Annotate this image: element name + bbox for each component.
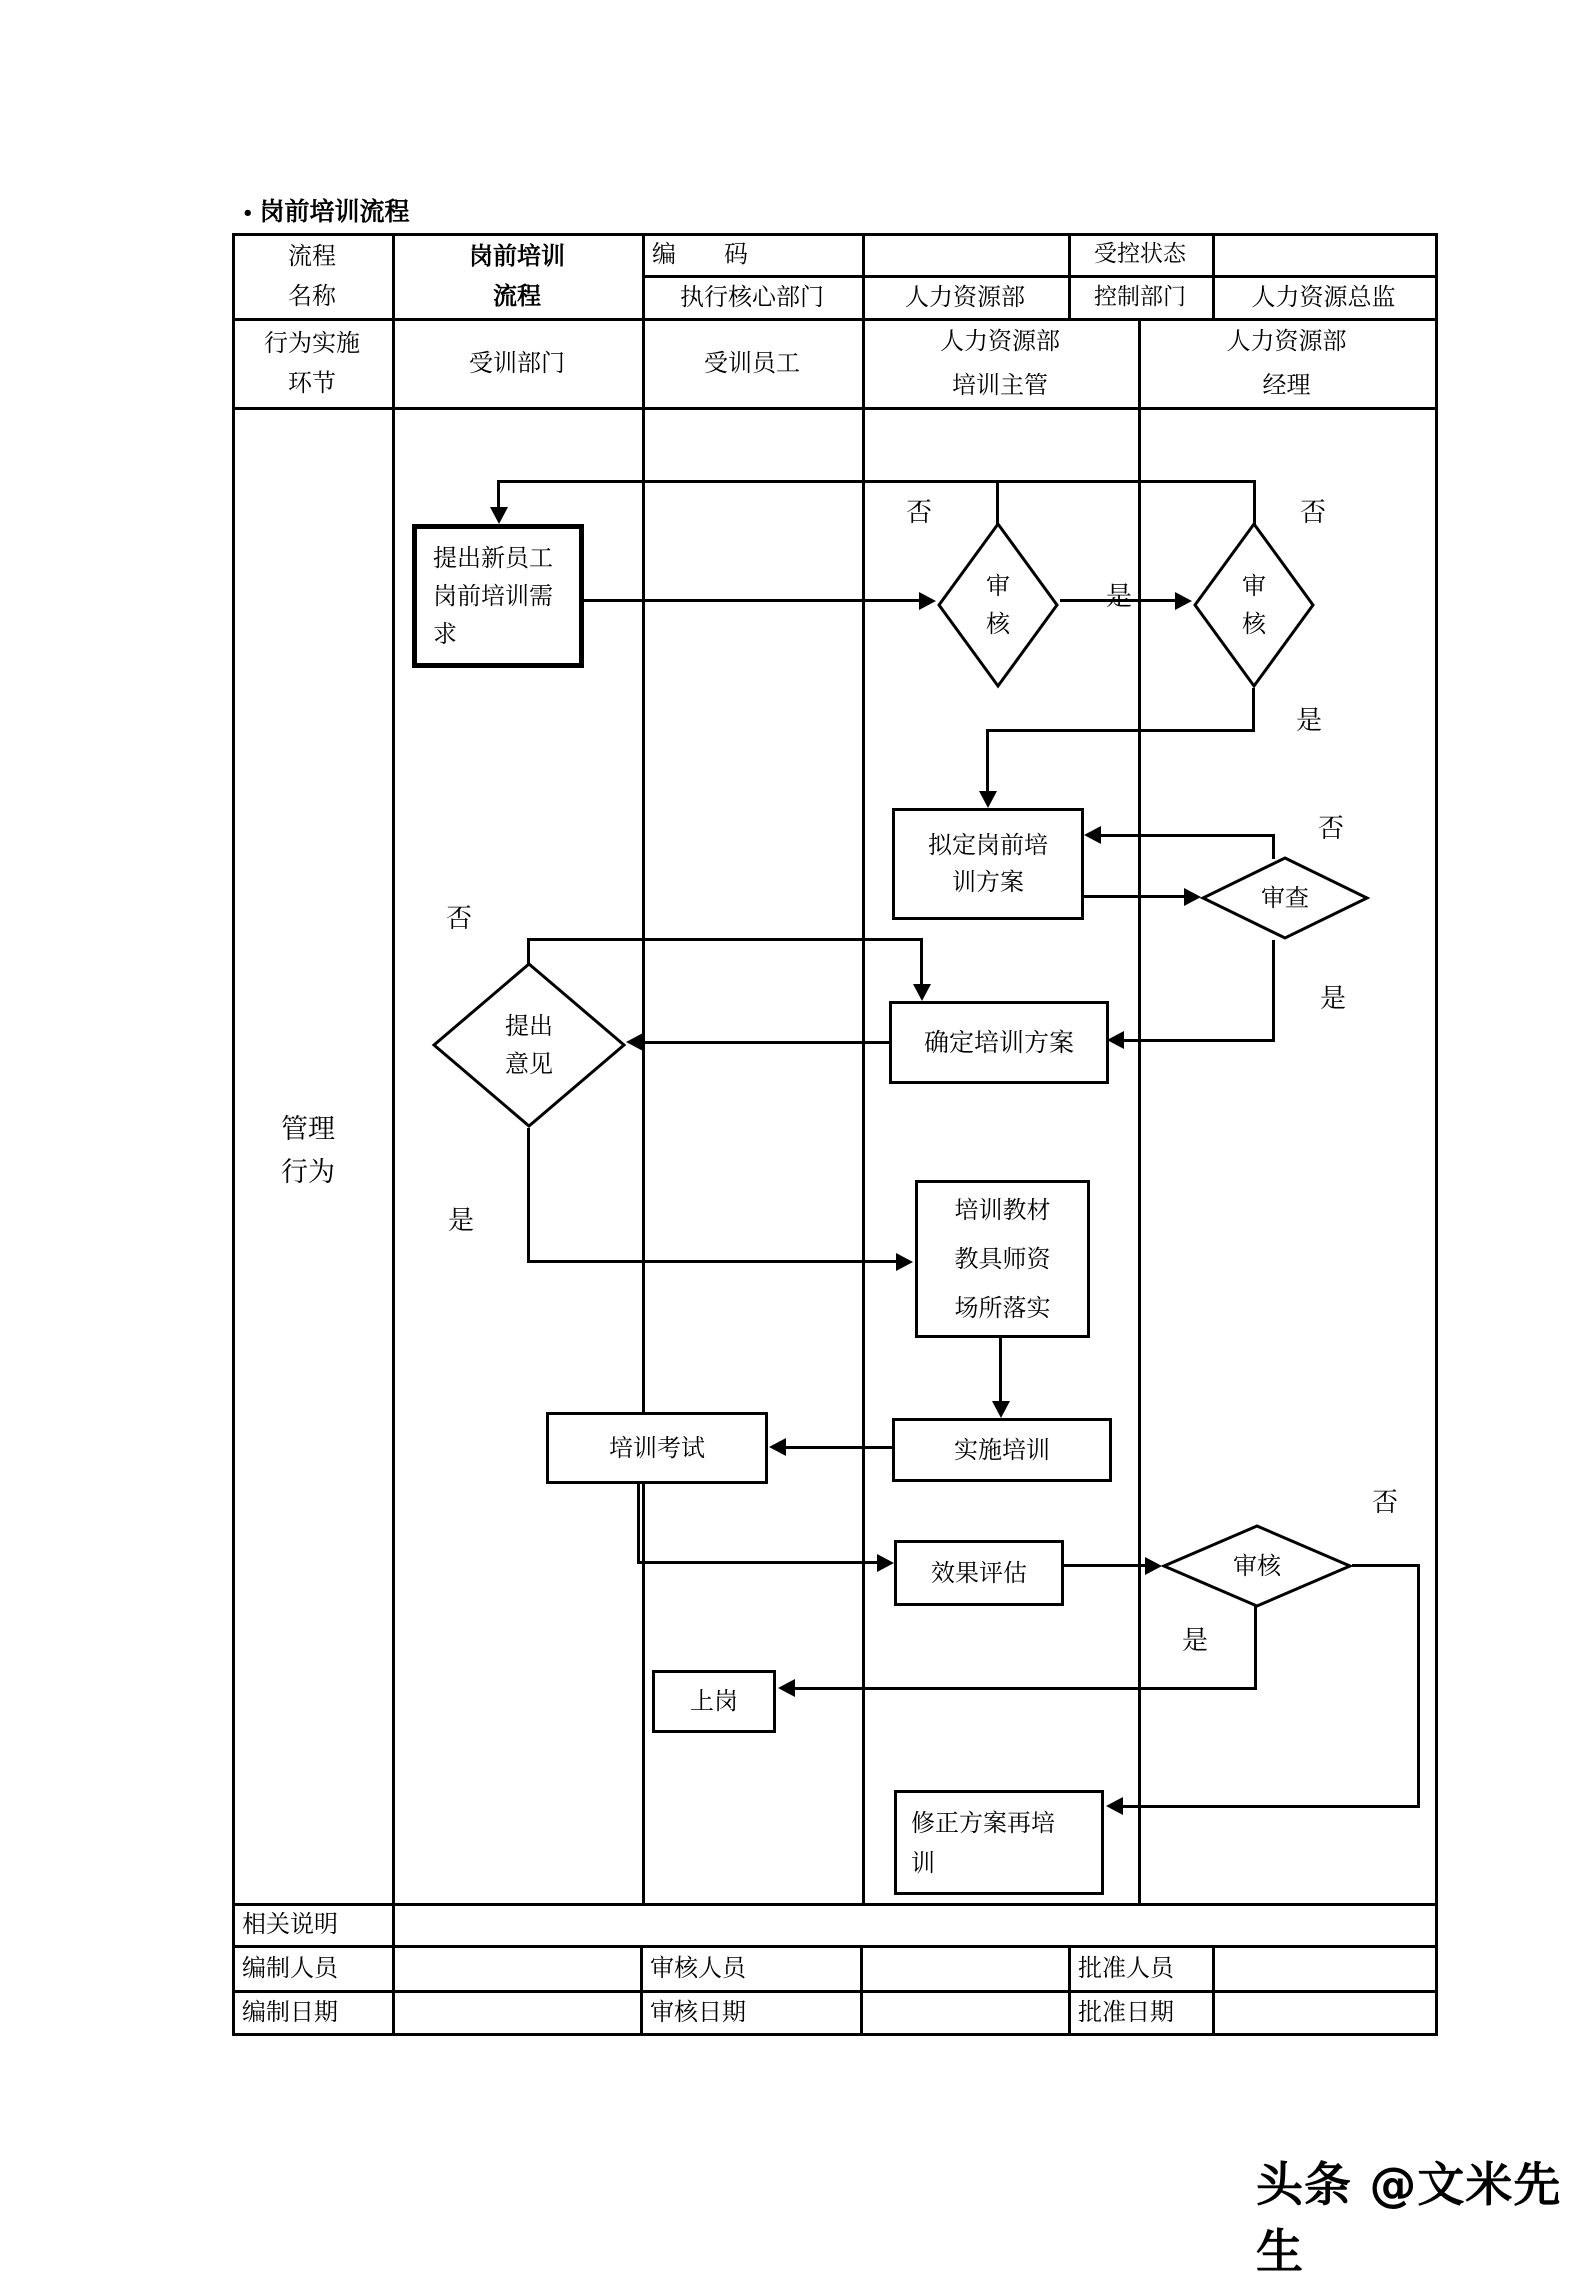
arrowhead <box>1107 1031 1124 1049</box>
exec-dept-value: 人力资源部 <box>905 282 1025 311</box>
draft-plan-box <box>892 808 1084 920</box>
flow-connector <box>1417 1564 1420 1808</box>
lane-header-hr-supervisor: 人力资源部 培训主管 <box>940 326 1060 399</box>
flow-connector <box>794 1687 1257 1690</box>
yes-label-review2: 是 <box>1296 706 1323 736</box>
watermark: 头条 @文米先生 <box>1256 2158 1562 2280</box>
arrowhead <box>1084 826 1101 844</box>
arrowhead <box>769 1438 786 1456</box>
flow-connector <box>996 480 999 524</box>
opinion-label: 提出 意见 <box>505 1012 553 1078</box>
no-label-review1: 否 <box>906 498 933 528</box>
materials-box <box>915 1180 1090 1338</box>
evaluate-label: 效果评估 <box>931 1558 1027 1587</box>
flow-connector <box>500 480 1256 483</box>
lane-header-trainee: 受训员工 <box>704 348 800 377</box>
start-request-label: 提出新员工 岗前培训需 求 <box>433 544 553 648</box>
yes-label-examine: 是 <box>1320 984 1347 1014</box>
revise-label: 修正方案再培 训 <box>911 1808 1055 1877</box>
flow-connector <box>584 599 922 602</box>
control-dept-value: 人力资源总监 <box>1251 282 1396 311</box>
examine-diamond <box>1201 856 1369 940</box>
flow-connector <box>497 480 500 508</box>
flow-connector <box>1252 688 1255 732</box>
controlled-state-value <box>1212 233 1435 275</box>
arrowhead <box>1175 592 1192 610</box>
flow-connector <box>986 729 989 793</box>
confirm-plan-label: 确定培训方案 <box>923 1028 1074 1057</box>
flow-connector <box>920 938 923 986</box>
confirm-plan-box <box>889 1001 1109 1084</box>
no-label-examine: 否 <box>1318 814 1345 844</box>
exec-dept-label: 执行核心部门 <box>680 282 824 311</box>
flow-connector <box>1123 1039 1275 1042</box>
no-label-final-review: 否 <box>1372 1488 1399 1518</box>
yes-label-review1: 是 <box>1106 582 1133 612</box>
process-name-value: 岗前培训 流程 <box>469 240 565 310</box>
exam-box <box>546 1412 768 1484</box>
flow-connector <box>1084 895 1185 898</box>
arrowhead <box>1106 1797 1123 1815</box>
flow-connector <box>527 1128 530 1263</box>
onboard-label: 上岗 <box>690 1687 738 1715</box>
flow-connector <box>786 1446 892 1449</box>
reviewer-label: 审核人员 <box>650 1953 746 1982</box>
arrowhead <box>877 1554 894 1572</box>
code-label: 编 码 <box>652 240 748 268</box>
bullet-icon: • <box>242 203 254 224</box>
creator-label: 编制人员 <box>242 1953 338 1982</box>
flow-connector <box>642 1041 889 1044</box>
no-label-opinion: 否 <box>446 904 473 934</box>
flow-connector <box>1352 1564 1420 1567</box>
arrowhead <box>1184 888 1201 906</box>
review2-diamond <box>1192 522 1316 688</box>
arrowhead <box>778 1679 795 1697</box>
page-title-text: 岗前培训流程 <box>259 197 410 226</box>
arrowhead <box>979 791 997 808</box>
controlled-state-label: 受控状态 <box>1094 241 1186 267</box>
evaluate-box <box>894 1540 1064 1606</box>
arrowhead <box>626 1033 643 1051</box>
flow-connector <box>1272 940 1275 1042</box>
grid-line <box>1138 318 1141 1903</box>
approver-value <box>1212 1945 1435 1990</box>
materials-label: 培训教材 教具师资 场所落实 <box>954 1195 1051 1322</box>
yes-label-final-review: 是 <box>1182 1626 1209 1656</box>
opinion-diamond <box>432 962 626 1128</box>
draft-plan-label: 拟定岗前培 训方案 <box>928 831 1048 896</box>
create-date-value <box>392 1990 640 2033</box>
exam-label: 培训考试 <box>609 1433 705 1462</box>
flow-connector <box>1254 1606 1257 1690</box>
arrowhead <box>992 1401 1010 1418</box>
flow-connector <box>527 1260 899 1263</box>
table-border-left <box>232 233 235 2036</box>
notes-label: 相关说明 <box>242 1910 338 1938</box>
review2-label: 审 核 <box>1242 572 1266 638</box>
flow-connector <box>1122 1805 1420 1808</box>
behavior-stage-label: 行为实施 环节 <box>264 328 360 397</box>
flow-connector <box>527 938 923 941</box>
start-request-box <box>412 524 584 668</box>
grid-line <box>232 1903 1438 1906</box>
no-label-review2: 否 <box>1300 498 1327 528</box>
grid-line <box>642 233 645 1903</box>
lane-header-hr-manager: 人力资源部 经理 <box>1226 326 1347 399</box>
reviewer-value <box>860 1945 1068 1990</box>
final-review-diamond <box>1162 1524 1352 1608</box>
table-border-right <box>1435 233 1438 2036</box>
flow-connector <box>637 1484 640 1564</box>
approve-date-value <box>1212 1990 1435 2033</box>
arrowhead <box>896 1253 913 1271</box>
implement-label: 实施培训 <box>954 1435 1050 1464</box>
grid-line <box>392 233 395 2033</box>
grid-line <box>862 233 865 1903</box>
review1-label: 审 核 <box>986 572 1010 638</box>
table-border-bottom <box>232 2033 1438 2036</box>
page-title <box>242 192 410 228</box>
approve-date-label: 批准日期 <box>1078 1997 1174 2026</box>
review1-diamond <box>936 522 1060 688</box>
process-name-label: 流程 名称 <box>288 241 336 310</box>
flow-connector <box>1064 1564 1146 1567</box>
management-behavior-label: 管理 行为 <box>281 1113 335 1188</box>
final-review-label: 审核 <box>1233 1552 1281 1580</box>
arrowhead <box>919 592 936 610</box>
implement-box <box>892 1418 1112 1482</box>
lane-header-trainee-dept: 受训部门 <box>469 348 565 377</box>
flow-connector <box>527 938 530 965</box>
yes-label-opinion: 是 <box>448 1206 475 1236</box>
flow-connector <box>637 1561 878 1564</box>
flow-connector <box>999 1338 1002 1403</box>
review-date-label: 审核日期 <box>650 1997 746 2026</box>
revise-box <box>894 1790 1104 1895</box>
flow-connector <box>1253 480 1256 524</box>
review-date-value <box>860 1990 1068 2033</box>
arrowhead <box>1145 1557 1162 1575</box>
arrowhead <box>913 984 931 1001</box>
flow-connector <box>986 729 1255 732</box>
examine-label: 审查 <box>1261 884 1309 912</box>
flow-connector <box>1100 834 1275 837</box>
control-dept-label: 控制部门 <box>1094 283 1186 310</box>
onboard-box <box>652 1670 776 1733</box>
approver-label: 批准人员 <box>1078 1953 1174 1982</box>
code-value <box>862 233 1068 275</box>
grid-line <box>232 407 1438 410</box>
create-date-label: 编制日期 <box>242 1997 338 2026</box>
creator-value <box>392 1945 640 1990</box>
arrowhead <box>490 507 508 524</box>
